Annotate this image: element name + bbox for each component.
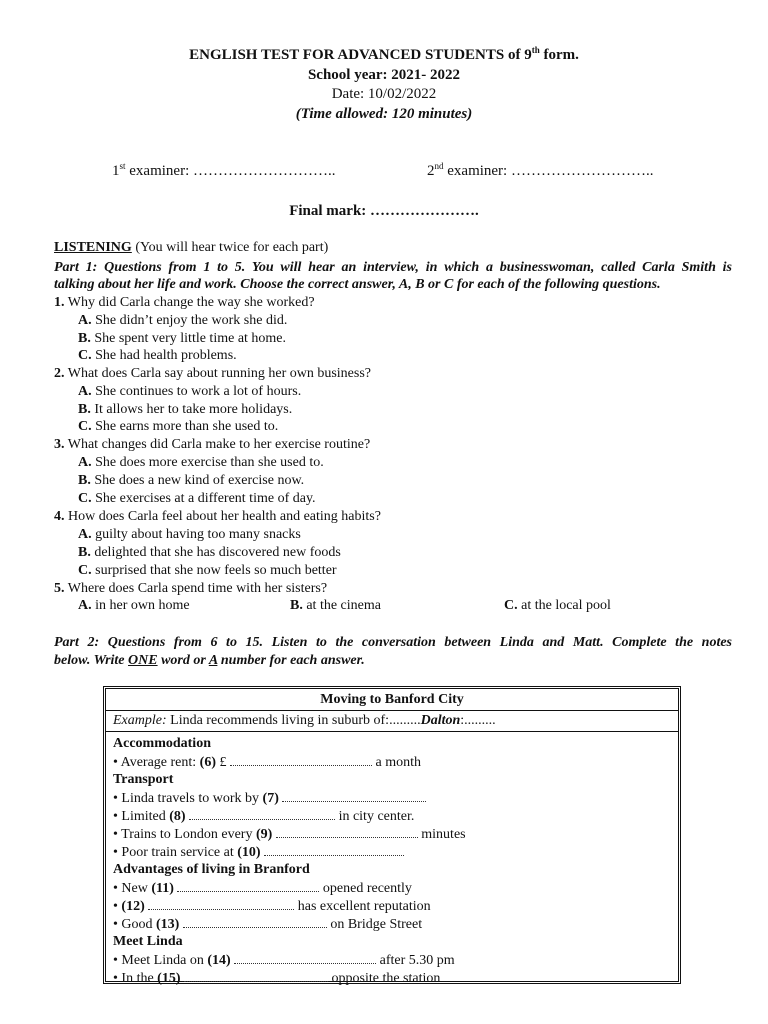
part2-a: A bbox=[208, 653, 218, 668]
section-label: Meet Linda bbox=[113, 934, 183, 949]
item-number: (12) bbox=[121, 899, 145, 914]
option-text: She didn’t enjoy the work she did. bbox=[91, 313, 288, 328]
time-allowed: (Time allowed: 120 minutes) bbox=[295, 106, 473, 122]
option-text: at the local pool bbox=[517, 598, 611, 613]
question-2 bbox=[54, 365, 732, 383]
option-letter: B. bbox=[78, 545, 91, 560]
question-1 bbox=[54, 294, 732, 312]
answer-blank-11[interactable] bbox=[177, 879, 319, 892]
second-examiner-sup: nd bbox=[434, 161, 444, 171]
item-number: (15) bbox=[157, 971, 181, 986]
option-text: She exercises at a different time of day. bbox=[91, 491, 316, 506]
item-text: £ bbox=[216, 755, 230, 770]
option-letter: A. bbox=[78, 527, 92, 542]
item-text: a month bbox=[372, 755, 421, 770]
section-label: Advantages of living in Branford bbox=[113, 862, 310, 877]
note-item-7 bbox=[106, 789, 678, 808]
question-4 bbox=[54, 508, 732, 526]
q1-option-b[interactable] bbox=[78, 330, 756, 348]
item-text: after 5.30 pm bbox=[376, 953, 455, 968]
note-item-13 bbox=[106, 915, 678, 934]
option-letter: B. bbox=[78, 402, 91, 417]
section-accommodation bbox=[106, 735, 678, 753]
q2-option-c[interactable] bbox=[78, 418, 756, 436]
school-year: School year: 2021- 2022 bbox=[307, 67, 461, 83]
option-text: She continues to work a lot of hours. bbox=[91, 384, 302, 399]
question-text: Where does Carla spend time with her sisters? bbox=[64, 581, 328, 596]
section-label: Transport bbox=[113, 772, 174, 787]
part2-one: ONE bbox=[128, 653, 158, 668]
note-item-11 bbox=[106, 879, 678, 898]
answer-blank-10[interactable] bbox=[264, 843, 404, 856]
note-item-10 bbox=[106, 843, 678, 862]
title-sup: th bbox=[531, 45, 540, 55]
option-letter: A. bbox=[78, 598, 92, 613]
question-number: 4. bbox=[54, 509, 65, 524]
q1-option-a[interactable] bbox=[78, 312, 756, 330]
item-text: in city center. bbox=[335, 809, 415, 824]
question-number: 1. bbox=[54, 295, 65, 310]
notes-example bbox=[106, 712, 678, 732]
option-text: It allows her to take more holidays. bbox=[90, 402, 293, 417]
question-text: Why did Carla change the way she worked? bbox=[64, 295, 315, 310]
item-number: (14) bbox=[207, 953, 231, 968]
title-tail: form. bbox=[539, 47, 579, 63]
notes-title: Moving to Banford City bbox=[106, 691, 678, 711]
example-text: Linda recommends living in suburb of:......... bbox=[166, 713, 421, 728]
question-number: 3. bbox=[54, 437, 65, 452]
item-text: opposite the station bbox=[328, 971, 441, 986]
answer-blank-6[interactable] bbox=[230, 753, 372, 766]
option-letter: C. bbox=[78, 348, 92, 363]
q5-option-b[interactable] bbox=[290, 597, 381, 615]
option-letter: B. bbox=[290, 598, 303, 613]
part2-text-mid: word or bbox=[157, 653, 209, 668]
option-text: She earns more than she used to. bbox=[91, 419, 279, 434]
section-advantages bbox=[106, 861, 678, 879]
question-3 bbox=[54, 436, 732, 454]
item-number: (13) bbox=[156, 917, 180, 932]
option-text: She does a new kind of exercise now. bbox=[90, 473, 305, 488]
option-text: delighted that she has discovered new foods bbox=[90, 545, 341, 560]
q3-option-c[interactable] bbox=[78, 490, 756, 508]
test-date: Date: 10/02/2022 bbox=[331, 86, 437, 102]
option-letter: A. bbox=[78, 313, 92, 328]
q2-option-a[interactable] bbox=[78, 383, 756, 401]
item-number: (7) bbox=[262, 791, 279, 806]
part2-text-pre: below. Write bbox=[54, 653, 129, 668]
example-label: Example: bbox=[113, 713, 167, 728]
item-text: on Bridge Street bbox=[326, 917, 423, 932]
question-number: 2. bbox=[54, 366, 65, 381]
option-text: in her own home bbox=[91, 598, 190, 613]
listening-note: (You will hear twice for each part) bbox=[131, 240, 329, 255]
example-answer: Dalton bbox=[420, 713, 461, 728]
part2-text-post: number for each answer. bbox=[217, 653, 365, 668]
q4-option-a[interactable] bbox=[78, 526, 756, 544]
option-text: at the cinema bbox=[302, 598, 381, 613]
item-text: has excellent reputation bbox=[294, 899, 431, 914]
option-letter: C. bbox=[78, 491, 92, 506]
first-examiner-field[interactable] bbox=[112, 163, 336, 180]
q1-option-c[interactable] bbox=[78, 347, 756, 365]
item-text: • Trains to London every bbox=[113, 827, 256, 842]
listening-title: LISTENING bbox=[54, 240, 132, 255]
question-5 bbox=[54, 580, 732, 598]
q2-option-b[interactable] bbox=[78, 401, 756, 419]
item-text: • Meet Linda on bbox=[113, 953, 208, 968]
answer-blank-14[interactable] bbox=[234, 951, 376, 964]
answer-blank-7[interactable] bbox=[282, 789, 426, 802]
part2-instructions-2 bbox=[54, 652, 732, 670]
item-text: • bbox=[113, 899, 122, 914]
q3-option-a[interactable] bbox=[78, 454, 756, 472]
option-letter: A. bbox=[78, 455, 92, 470]
answer-blank-13[interactable] bbox=[183, 915, 327, 928]
option-text: She does more exercise than she used to. bbox=[91, 455, 324, 470]
section-meet-linda bbox=[106, 933, 678, 951]
option-letter: B. bbox=[78, 331, 91, 346]
first-examiner-sup: st bbox=[119, 161, 126, 171]
item-text: • New bbox=[113, 881, 152, 896]
note-item-12 bbox=[106, 897, 678, 916]
option-letter: C. bbox=[504, 598, 518, 613]
item-number: (10) bbox=[237, 845, 261, 860]
note-item-9 bbox=[106, 825, 678, 844]
part1-instructions-1: Part 1: Questions from 1 to 5. You will hear an interview, in which a businesswoman, called Carla Smith is bbox=[54, 260, 732, 275]
item-text: opened recently bbox=[319, 881, 412, 896]
item-number: (8) bbox=[169, 809, 186, 824]
item-text: minutes bbox=[417, 827, 466, 842]
answer-blank-15[interactable] bbox=[184, 969, 328, 982]
item-text: • Good bbox=[113, 917, 157, 932]
note-item-14 bbox=[106, 951, 678, 970]
second-examiner-num: 2 bbox=[427, 163, 435, 179]
note-item-6 bbox=[106, 753, 678, 772]
q5-option-c[interactable] bbox=[504, 597, 611, 615]
question-text: What changes did Carla make to her exercise routine? bbox=[64, 437, 371, 452]
option-letter: C. bbox=[78, 419, 92, 434]
second-examiner-field[interactable] bbox=[427, 163, 653, 180]
option-letter: C. bbox=[78, 563, 92, 578]
item-text: • Linda travels to work by bbox=[113, 791, 263, 806]
test-title bbox=[0, 47, 768, 64]
question-number: 5. bbox=[54, 581, 65, 596]
option-letter: B. bbox=[78, 473, 91, 488]
q4-option-c[interactable] bbox=[78, 562, 756, 580]
second-examiner-label: examiner: ……………………….. bbox=[443, 163, 654, 179]
notes-table bbox=[103, 686, 681, 984]
example-tail: :......... bbox=[460, 713, 496, 728]
answer-blank-9[interactable] bbox=[276, 825, 418, 838]
item-number: (9) bbox=[255, 827, 273, 842]
first-examiner-num: 1 bbox=[112, 163, 120, 179]
title-text: ENGLISH TEST FOR ADVANCED STUDENTS of 9 bbox=[189, 47, 532, 63]
section-transport bbox=[106, 771, 678, 789]
option-text: She spent very little time at home. bbox=[90, 331, 287, 346]
question-text: How does Carla feel about her health and eating habits? bbox=[64, 509, 381, 524]
item-number: (6) bbox=[199, 755, 216, 770]
question-text: What does Carla say about running her own business? bbox=[64, 366, 372, 381]
part2-instructions-1: Part 2: Questions from 6 to 15. Listen to the conversation between Linda and Matt. Complete the notes bbox=[54, 635, 732, 650]
final-mark-field[interactable]: Final mark: …………………. bbox=[289, 203, 479, 219]
section-label: Accommodation bbox=[113, 736, 211, 751]
first-examiner-label: examiner: ……………………….. bbox=[125, 163, 336, 179]
q5-option-a[interactable] bbox=[78, 597, 190, 615]
item-text: • Average rent: bbox=[113, 755, 200, 770]
option-text: She had health problems. bbox=[91, 348, 237, 363]
option-text: guilty about having too many snacks bbox=[91, 527, 301, 542]
option-text: surprised that she now feels so much better bbox=[91, 563, 337, 578]
q4-option-b[interactable] bbox=[78, 544, 756, 562]
part1-instructions-2: talking about her life and work. Choose the correct answer, A, B or C for each of the following questions. bbox=[54, 277, 661, 292]
option-letter: A. bbox=[78, 384, 92, 399]
q3-option-b[interactable] bbox=[78, 472, 756, 490]
item-number: (11) bbox=[151, 881, 174, 896]
item-text: • Limited bbox=[113, 809, 170, 824]
answer-blank-8[interactable] bbox=[189, 807, 335, 820]
note-item-15 bbox=[106, 969, 678, 988]
item-text: • In the bbox=[113, 971, 158, 986]
note-item-8 bbox=[106, 807, 678, 826]
listening-heading bbox=[54, 239, 732, 257]
item-text: • Poor train service at bbox=[113, 845, 238, 860]
answer-blank-12[interactable] bbox=[148, 897, 294, 910]
